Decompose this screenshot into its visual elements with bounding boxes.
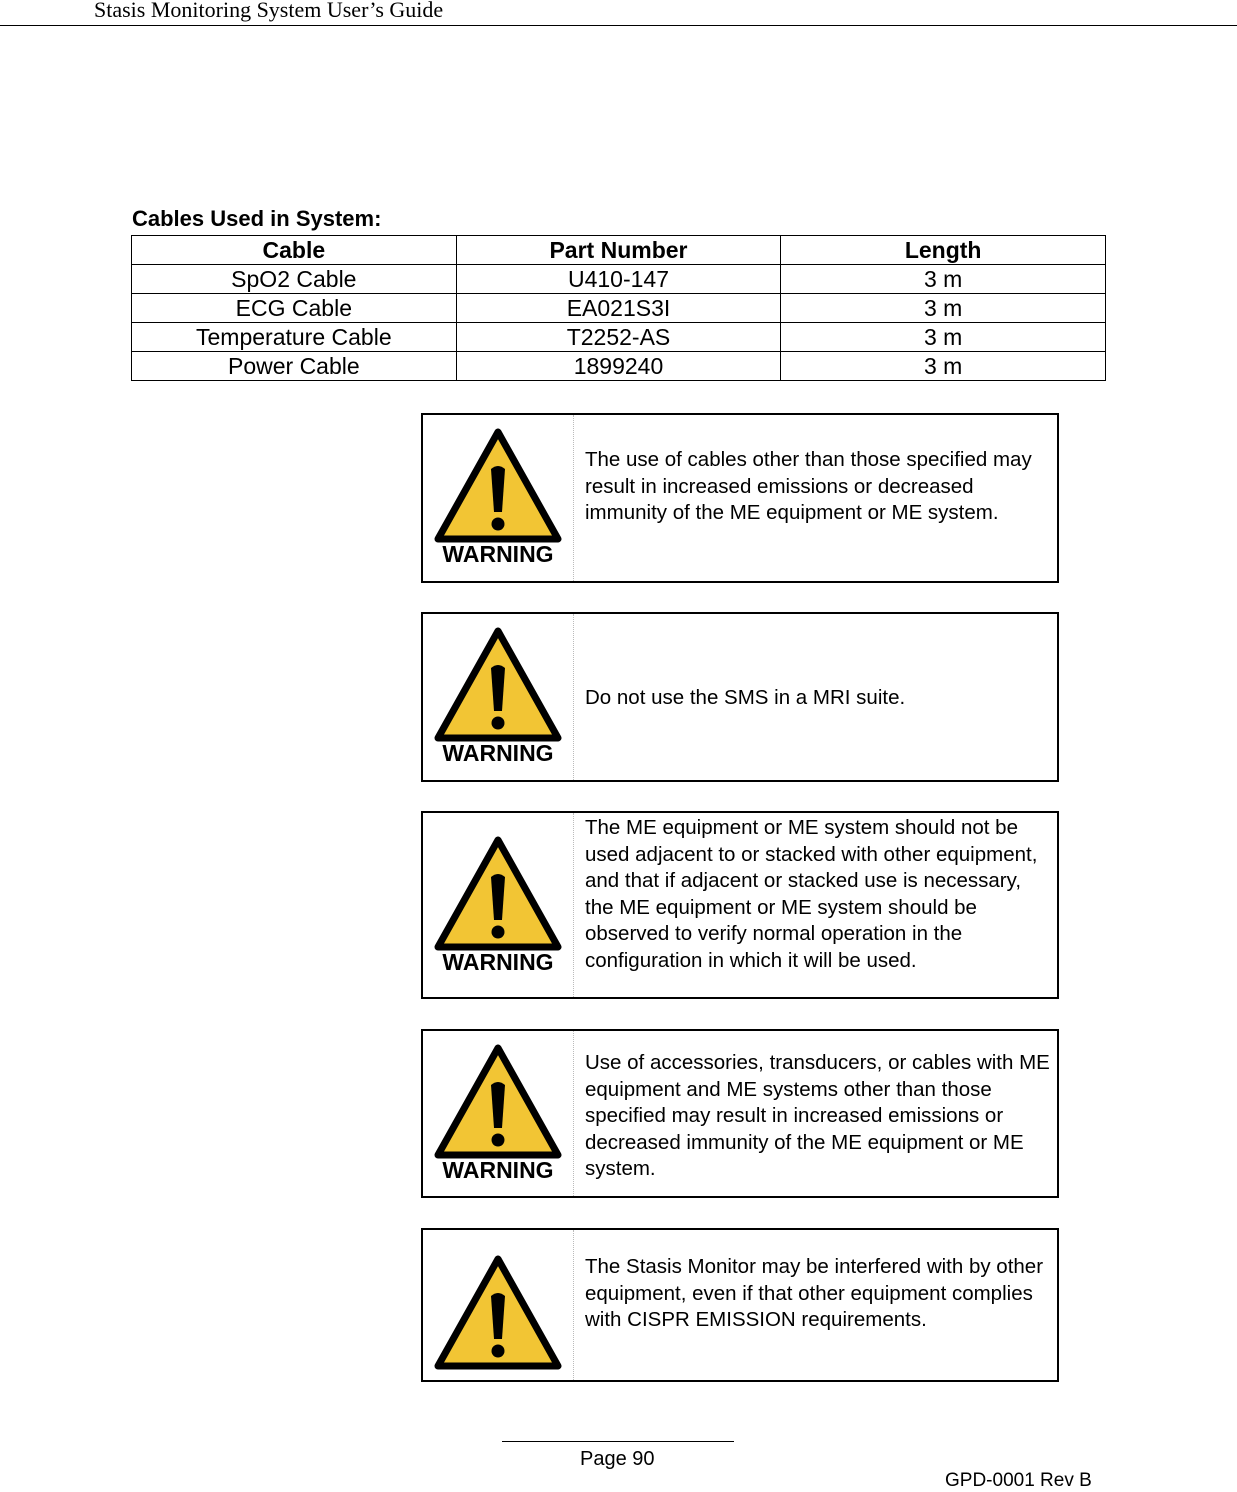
footer-rule <box>502 1441 734 1442</box>
header-title: Stasis Monitoring System User’s Guide <box>94 0 444 22</box>
warning-text: Use of accessories, transducers, or cables with ME equipment and ME systems other than those specified may result in increased emissions or decreased immunity of the ME equipment or ME system. <box>585 1051 1050 1180</box>
page-header <box>0 0 1237 26</box>
cell-length: 3 m <box>781 323 1106 352</box>
warning-icon-cell <box>423 813 574 997</box>
column-header-cable: Cable <box>132 236 457 265</box>
document-id: GPD-0001 Rev B <box>945 1470 1092 1491</box>
warning-label: WARNING <box>442 949 554 975</box>
section-title: Cables Used in System: <box>132 206 382 231</box>
cell-part-number: EA021S3I <box>456 294 781 323</box>
warning-text: The use of cables other than those specified may result in increased emissions or decreased immunity of the ME equipment or ME system. <box>585 448 1032 524</box>
warning-box <box>421 1228 1059 1382</box>
warning-triangle-icon <box>433 1254 563 1372</box>
table-row <box>132 352 1106 381</box>
table-row <box>132 323 1106 352</box>
warning-text: The ME equipment or ME system should not be used adjacent to or stacked with other equipment, and that if adjacent or stacked use is necessary, the ME equipment or ME system should be observed to verify normal operation in the configuration in which it will be used. <box>585 816 1038 972</box>
table-row <box>132 294 1106 323</box>
warning-triangle-icon <box>433 835 563 953</box>
warning-text: The Stasis Monitor may be interfered with by other equipment, even if that other equipment complies with CISPR EMISSION requirements. <box>585 1255 1044 1331</box>
cables-table <box>131 235 1106 381</box>
warning-label: WARNING <box>442 1157 554 1183</box>
warning-label: WARNING <box>442 740 554 766</box>
cell-length: 3 m <box>781 352 1106 381</box>
warning-icon-cell <box>423 614 574 780</box>
warning-box <box>421 811 1059 999</box>
warning-icon-cell <box>423 1031 574 1196</box>
warning-icon-cell <box>423 1230 574 1380</box>
warning-triangle-icon <box>433 626 563 744</box>
cell-length: 3 m <box>781 265 1106 294</box>
table-row <box>132 265 1106 294</box>
table-header-row <box>132 236 1106 265</box>
cell-cable: SpO2 Cable <box>132 265 457 294</box>
cell-part-number: 1899240 <box>456 352 781 381</box>
page-number: Page 90 <box>580 1448 655 1470</box>
warning-box <box>421 612 1059 782</box>
warning-text: Do not use the SMS in a MRI suite. <box>585 686 906 709</box>
warning-box <box>421 1029 1059 1198</box>
warning-icon-cell <box>423 415 574 581</box>
cell-cable: Temperature Cable <box>132 323 457 352</box>
warning-box <box>421 413 1059 583</box>
cell-cable: Power Cable <box>132 352 457 381</box>
cell-part-number: U410-147 <box>456 265 781 294</box>
cell-length: 3 m <box>781 294 1106 323</box>
cell-cable: ECG Cable <box>132 294 457 323</box>
cell-part-number: T2252-AS <box>456 323 781 352</box>
warning-triangle-icon <box>433 427 563 545</box>
warning-triangle-icon <box>433 1043 563 1161</box>
warning-label: WARNING <box>442 541 554 567</box>
column-header-length: Length <box>781 236 1106 265</box>
column-header-part-number: Part Number <box>456 236 781 265</box>
